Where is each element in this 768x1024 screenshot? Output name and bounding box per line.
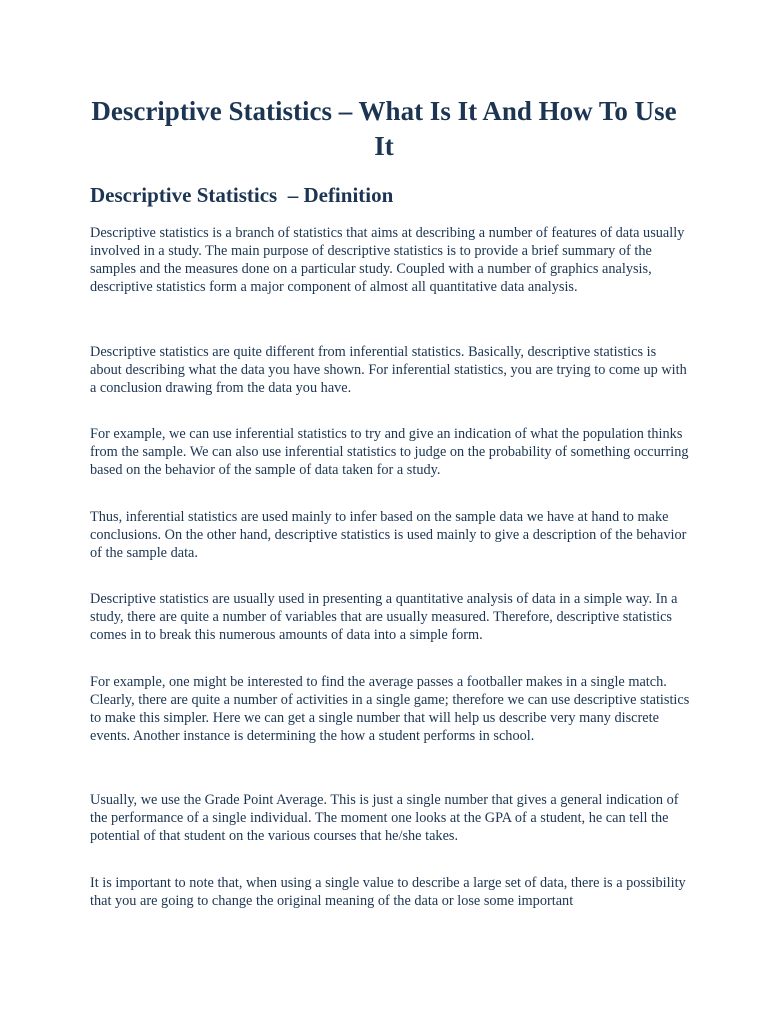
- paragraph-2: Descriptive statistics are quite different from inferential statistics. Basically, descriptive statistics is about describing what the data you have shown. For inferential statistics, you are trying to come up with a conclusion drawing from the data you have.: [90, 344, 687, 396]
- paragraph-8: It is important to note that, when using a single value to describe a large set of data, there is a possibility that you are going to change the original meaning of the data or lose some important: [90, 875, 686, 909]
- paragraph-4: Thus, inferential statistics are used mainly to infer based on the sample data we have at hand to make conclusions. On the other hand, descriptive statistics is used mainly to give a description of the behavior of the sample data.: [90, 509, 687, 561]
- document-title: Descriptive Statistics – What Is It And How To Use It: [91, 96, 677, 161]
- paragraph-3: For example, we can use inferential statistics to try and give an indication of what the population thinks from the sample. We can also use inferential statistics to judge on the probability of something occurring based on the behavior of the sample of data taken for a study.: [90, 426, 689, 478]
- paragraph-6: For example, one might be interested to find the average passes a footballer makes in a single match. Clearly, there are quite a number of activities in a single game; therefore we can use descriptive statistics to make this simpler. Here we can get a single number that will help us describe very many discrete events. Another instance is determining the how a student performs in school.: [90, 674, 690, 744]
- section-heading: Descriptive Statistics – Definition: [90, 183, 394, 207]
- paragraph-1: Descriptive statistics is a branch of statistics that aims at describing a number of features of data usually involved in a study. The main purpose of descriptive statistics is to provide a brief summary of the samples and the measures done on a particular study. Coupled with a number of graphics analysis, descriptive statistics form a major component of almost all quantitative data analysis.: [90, 225, 685, 295]
- paragraph-5: Descriptive statistics are usually used in presenting a quantitative analysis of data in a simple way. In a study, there are quite a number of variables that are usually measured. Therefore, descriptive statistics comes in to break this numerous amounts of data into a simple form.: [90, 591, 678, 643]
- paragraph-7: Usually, we use the Grade Point Average. This is just a single number that gives a general indication of the performance of a single individual. The moment one looks at the GPA of a student, he can tell the potential of that student on the various courses that he/she takes.: [90, 792, 679, 844]
